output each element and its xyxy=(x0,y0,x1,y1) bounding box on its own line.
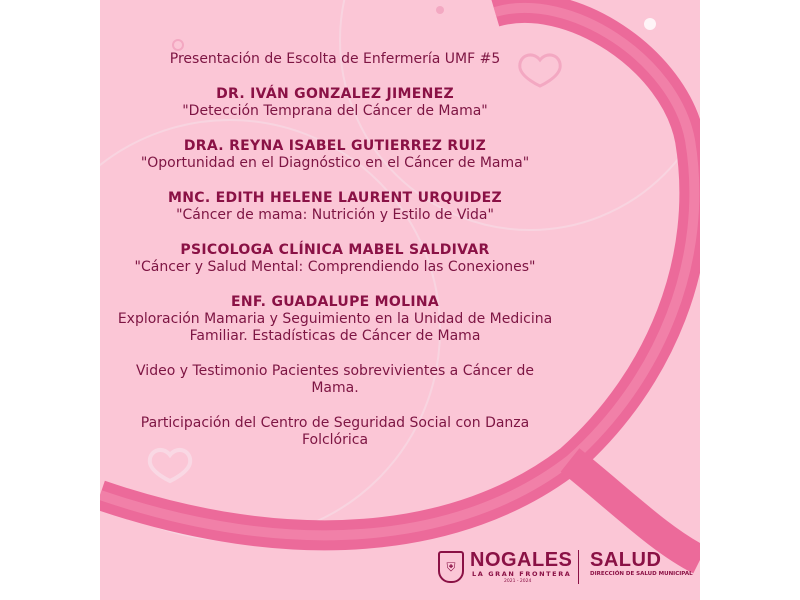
logo-bar xyxy=(438,548,693,588)
speaker-block xyxy=(115,242,555,276)
speaker-name: ENF. GUADALUPE MOLINA xyxy=(230,294,439,310)
dot-icon xyxy=(436,6,444,14)
speaker-name: MNC. EDITH HELENE LAURENT URQUIDEZ xyxy=(168,190,502,206)
salud-logo-text: SALUD xyxy=(590,549,662,571)
event-poster xyxy=(100,0,700,600)
municipal-shield-icon: ⛨ xyxy=(438,551,464,583)
poster-content xyxy=(115,50,555,467)
talk-title: "Cáncer de mama: Nutrición y Estilo de Vida" xyxy=(176,207,494,223)
salud-tagline: DIRECCIÓN DE SALUD MUNICIPAL xyxy=(590,571,693,577)
talk-title: Exploración Mamaria y Seguimiento en la Unidad de Medicina Familiar. Estadísticas de Cáncer de Mama xyxy=(117,311,553,344)
intro-text: Presentación de Escolta de Enfermería UMF #5 xyxy=(169,51,501,67)
ribbon-tail xyxy=(570,460,700,560)
speaker-name: PSICOLOGA CLÍNICA MABEL SALDIVAR xyxy=(180,242,490,258)
speaker-name: DR. IVÁN GONZALEZ JIMENEZ xyxy=(216,86,454,102)
nogales-years: 2021 - 2024 xyxy=(504,579,532,584)
nogales-logo-text: NOGALES xyxy=(470,549,573,571)
speaker-block xyxy=(115,138,555,172)
dot-icon xyxy=(173,40,183,50)
activity-text: Video y Testimonio Pacientes sobrevivientes a Cáncer de Mama. xyxy=(136,363,534,396)
talk-title: "Cáncer y Salud Mental: Comprendiendo las Conexiones" xyxy=(134,259,536,275)
logo-divider xyxy=(578,550,579,584)
nogales-tagline: LA GRAN FRONTERA xyxy=(472,570,572,578)
speaker-block xyxy=(115,294,555,345)
speaker-block xyxy=(115,86,555,120)
activity-text: Participación del Centro de Seguridad Social con Danza Folclórica xyxy=(140,415,530,448)
talk-title: "Oportunidad en el Diagnóstico en el Cáncer de Mama" xyxy=(140,155,530,171)
speaker-name: DRA. REYNA ISABEL GUTIERREZ RUIZ xyxy=(183,138,487,154)
dot-icon xyxy=(644,18,656,30)
talk-title: "Detección Temprana del Cáncer de Mama" xyxy=(182,103,488,119)
speaker-block xyxy=(115,190,555,224)
